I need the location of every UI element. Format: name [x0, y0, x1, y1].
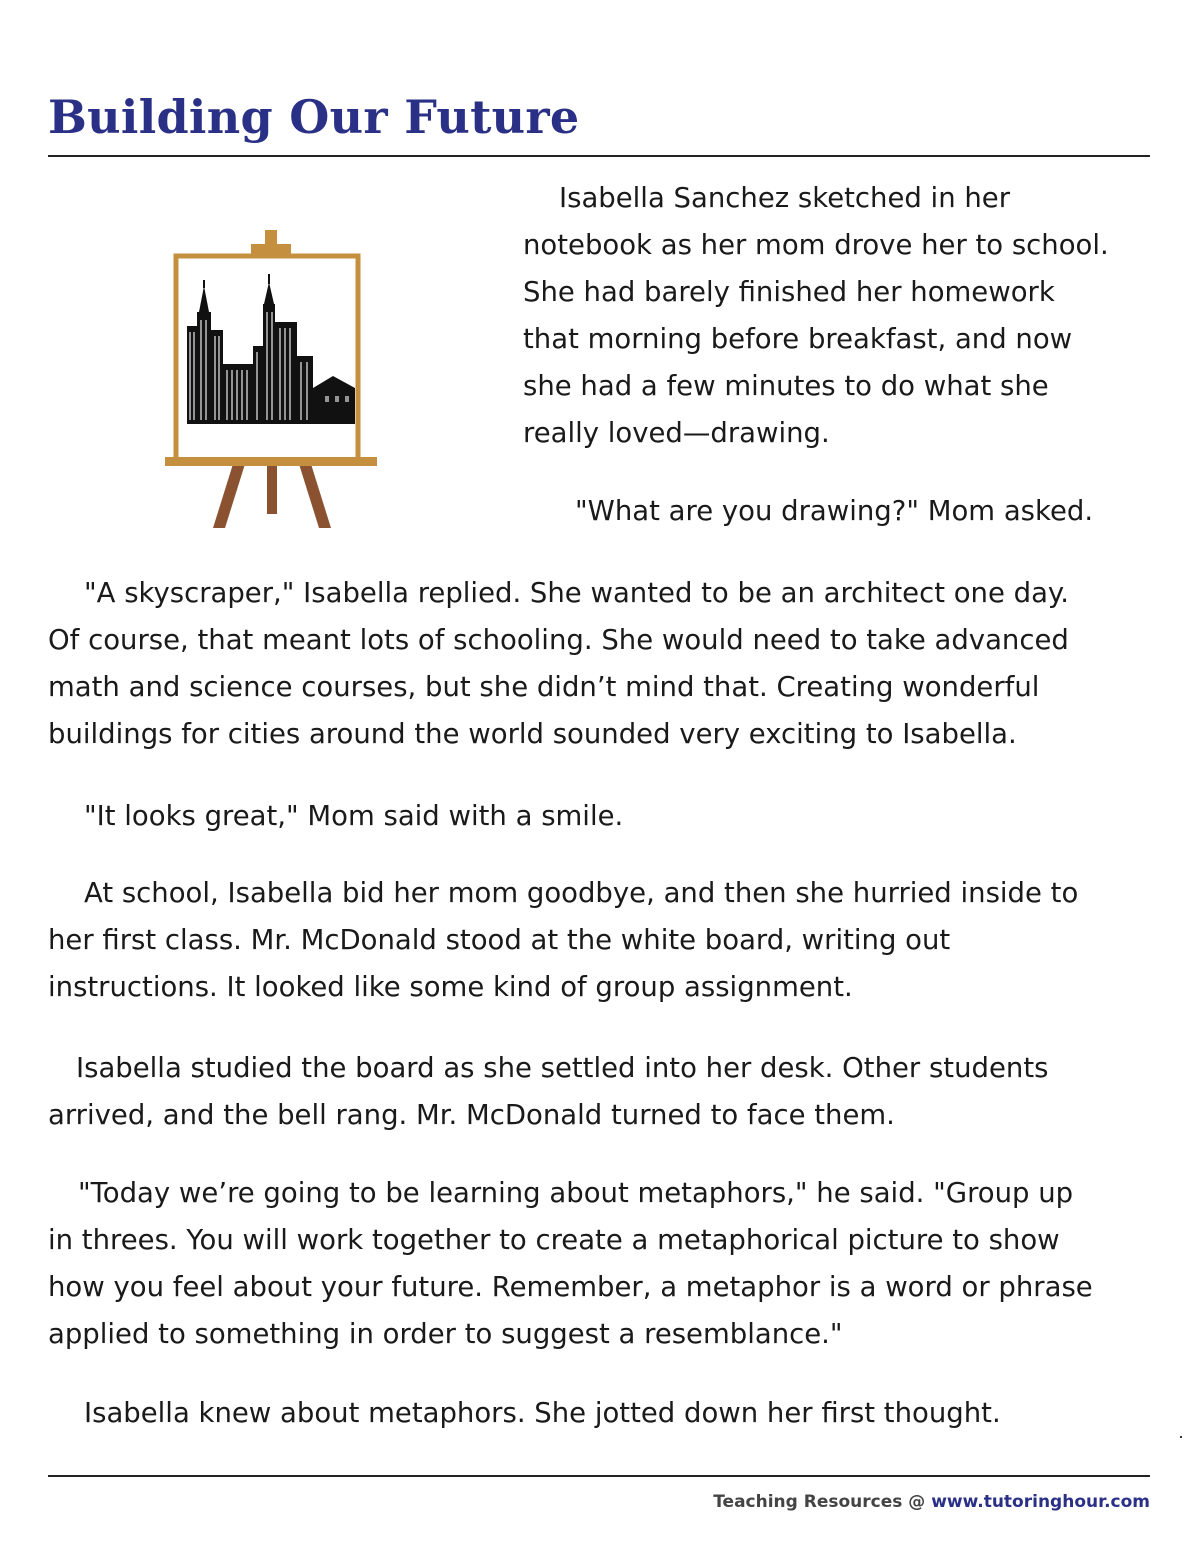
- paragraph-line: buildings for cities around the world sounded very exciting to Isabella.: [48, 718, 1017, 750]
- paragraph-6: [48, 1045, 1048, 1139]
- paragraph-5: [48, 870, 1078, 1011]
- paragraph-line: in threes. You will work together to create a metaphorical picture to show: [48, 1224, 1060, 1256]
- paragraph-line: she had a few minutes to do what she: [523, 370, 1049, 402]
- paragraph-line: that morning before breakfast, and now: [523, 323, 1073, 355]
- paragraph-line: "What are you drawing?" Mom asked.: [575, 495, 1094, 527]
- paragraph-line: Of course, that meant lots of schooling. She would need to take advanced: [48, 624, 1069, 656]
- paragraph-line: Isabella Sanchez sketched in her: [559, 182, 1011, 214]
- paragraph-line: "A skyscraper," Isabella replied. She wanted to be an architect one day.: [84, 577, 1070, 609]
- footer: [713, 1490, 1150, 1514]
- paragraph-line: She had barely finished her homework: [523, 276, 1055, 308]
- paragraph-8: [48, 1390, 1001, 1437]
- paragraph-line: instructions. It looked like some kind of group assignment.: [48, 971, 853, 1003]
- paragraph-2: [575, 488, 1093, 535]
- paragraph-line: "It looks great," Mom said with a smile.: [84, 800, 624, 832]
- footer-link[interactable]: www.tutoringhour.com: [931, 1492, 1150, 1512]
- paragraph-3: [48, 570, 1069, 758]
- paragraph-line: applied to something in order to suggest a resemblance.": [48, 1318, 843, 1350]
- paragraph-line: Isabella knew about metaphors. She jotted down her first thought.: [84, 1397, 1001, 1429]
- paragraph-line: arrived, and the bell rang. Mr. McDonald turned to face them.: [48, 1099, 895, 1131]
- paragraph-line: Isabella studied the board as she settled into her desk. Other students: [76, 1052, 1049, 1084]
- paragraph-1: [523, 175, 1109, 457]
- paragraph-7: [48, 1170, 1093, 1358]
- footer-divider: [48, 1475, 1150, 1477]
- paragraph-line: her first class. Mr. McDonald stood at the white board, writing out: [48, 924, 951, 956]
- paragraph-line: "Today we’re going to be learning about metaphors," he said. "Group up: [78, 1177, 1074, 1209]
- paragraph-line: math and science courses, but she didn’t mind that. Creating wonderful: [48, 671, 1040, 703]
- paragraph-line: At school, Isabella bid her mom goodbye, and then she hurried inside to: [84, 877, 1079, 909]
- paragraph-4: [48, 793, 623, 840]
- paragraph-line: notebook as her mom drove her to school.: [523, 229, 1109, 261]
- easel-cityscape-icon: [163, 228, 381, 530]
- paragraph-line: really loved—drawing.: [523, 417, 830, 449]
- paragraph-line: how you feel about your future. Remember, a metaphor is a word or phrase: [48, 1271, 1093, 1303]
- title-divider: [48, 155, 1150, 157]
- footer-label: Teaching Resources @: [713, 1492, 932, 1512]
- stray-mark: [1180, 1436, 1182, 1438]
- page-title: Building Our Future: [48, 90, 580, 144]
